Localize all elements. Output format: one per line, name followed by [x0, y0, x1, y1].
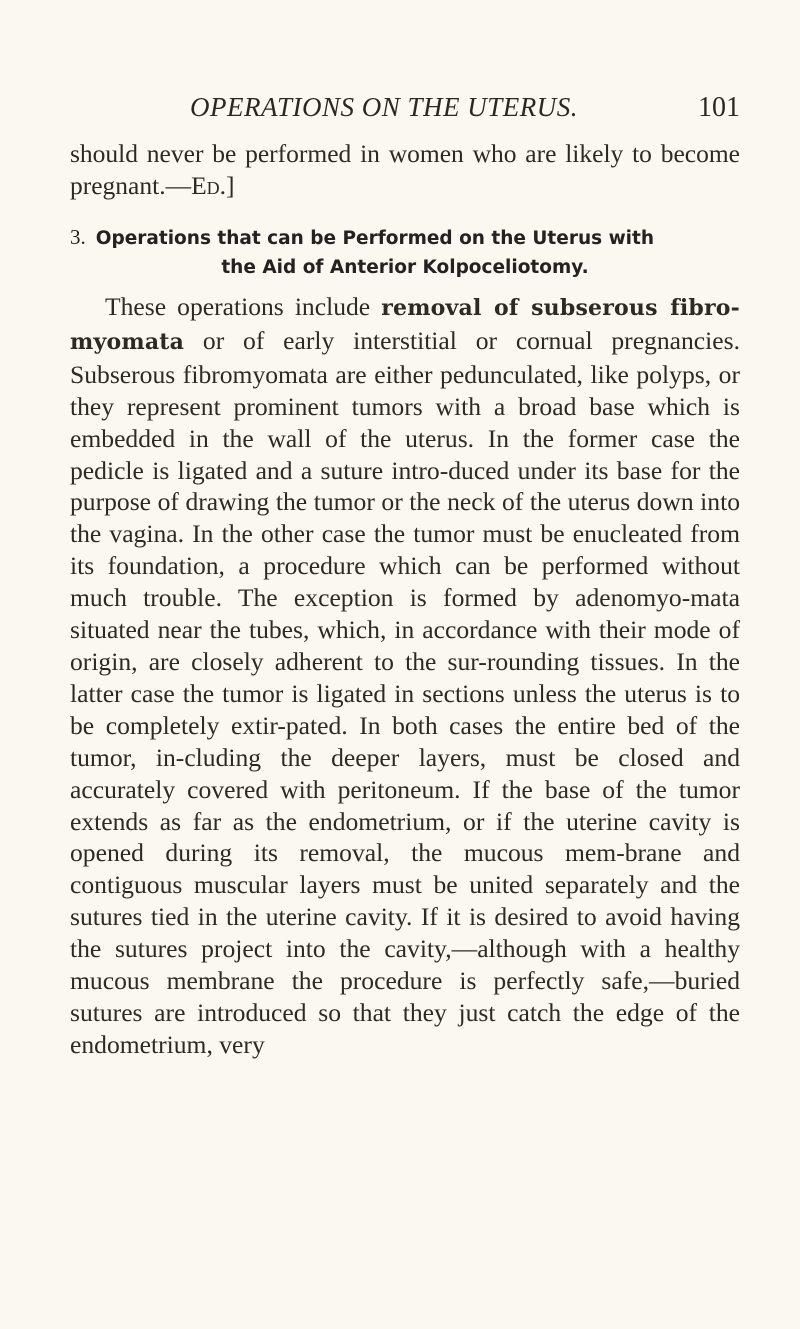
section-heading-line1: Operations that can be Performed on the Uterus with [95, 228, 655, 249]
intro-paragraph [70, 138, 740, 202]
section-heading-line2: the Aid of Anterior Kolpoceliotomy. [221, 257, 589, 278]
running-header [70, 92, 740, 132]
main-body [70, 291, 740, 1061]
paragraph-rest: or of early interstitial or cornual pregnancies. Subserous fibromyomata are either pedunculated, like polyps, or they represent prominent tumors with a broad base which is embedded in the wall of the uterus. In the former case the pedicle is ligated and a suture intro-duced under its base for the purpose of drawing the tumor or the neck of the uterus down into the vagina. In the other case the tumor must be enucleated from its foundation, a procedure which can be performed without much trouble. The exception is formed by adenomyo-mata situated near the tubes, which, in accordance with their mode of origin, are closely adherent to the sur-rounding tissues. In the latter case the tumor is ligated in sections unless the uterus is to be completely extir-pated. In both cases the entire bed of the tumor, in-cluding the deeper layers, must be closed and accurately covered with peritoneum. If the base of the tumor extends as far as the endometrium, or if the uterine cavity is opened during its removal, the mucous mem-brane and contiguous muscular layers must be united separately and the sutures tied in the uterine cavity. If it is desired to avoid having the sutures project into the cavity,—although with a healthy mucous membrane the procedure is perfectly safe,—buried sutures are introduced so that they just catch the edge of the endometrium, very [70, 325, 740, 1059]
paragraph-bold-phrase: removal of subserous fibro-myomata [70, 295, 740, 355]
running-title: OPERATIONS ON THE UTERUS. [190, 92, 578, 122]
intro-text: should never be performed in women who are likely to become pregnant.— [70, 139, 740, 200]
section-number: 3. [70, 225, 86, 249]
editor-abbreviation: Ed. [191, 171, 227, 200]
main-paragraph [70, 291, 740, 1061]
section-heading [70, 223, 740, 282]
closing-bracket: ] [226, 171, 235, 200]
page-number: 101 [698, 92, 740, 123]
paragraph-lead: These operations include [105, 292, 382, 321]
